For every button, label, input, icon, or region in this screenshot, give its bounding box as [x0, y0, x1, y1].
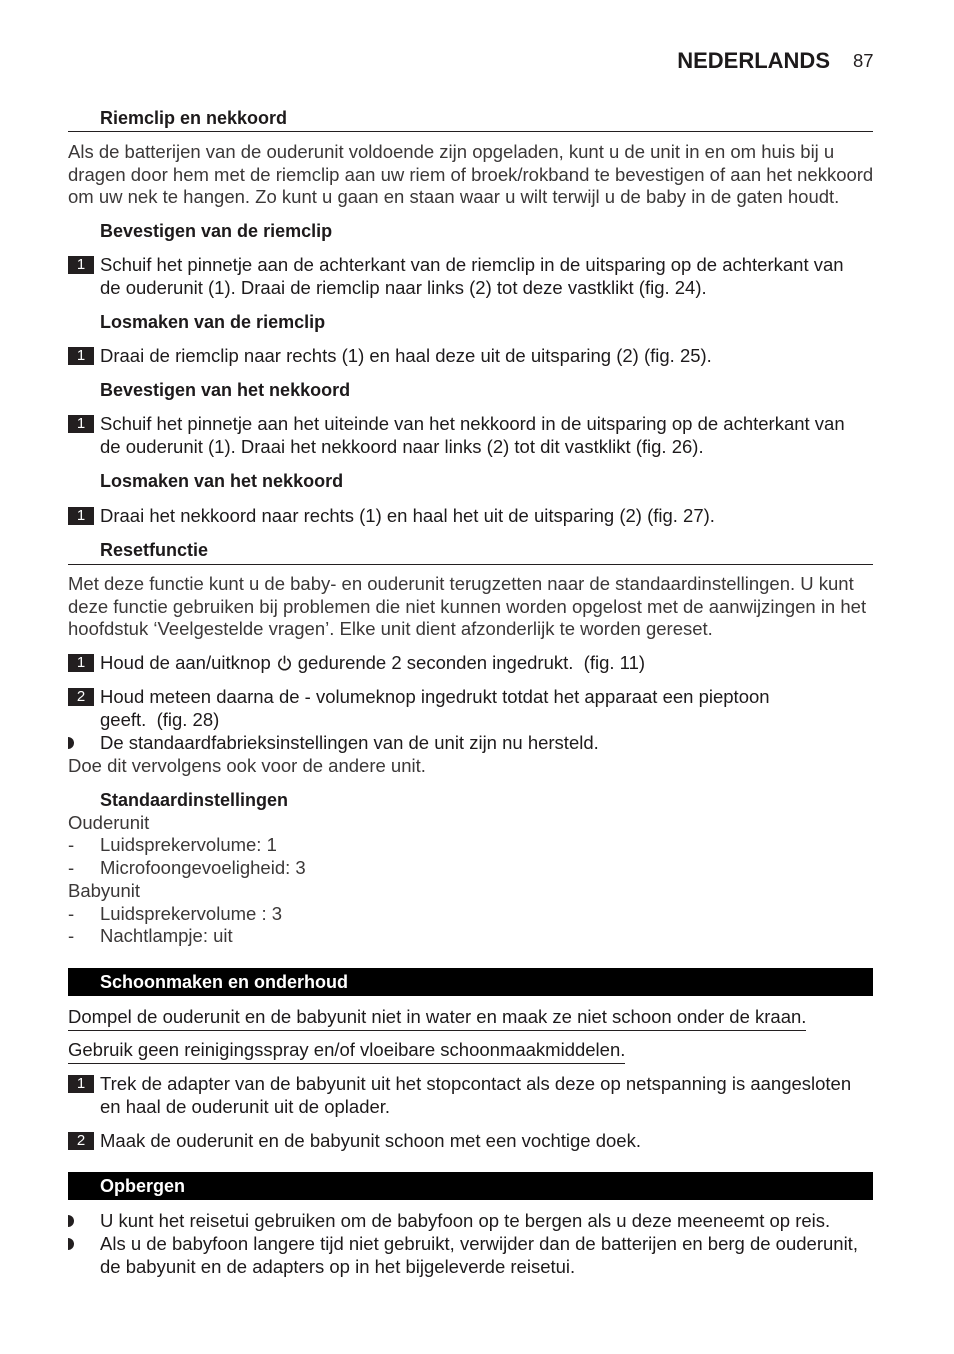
warning-text	[68, 1006, 806, 1031]
step-number-badge: 1	[68, 347, 94, 365]
paragraph-line: deze functie gebruiken bij problemen die niet kunnen worden opgelost met de aanwijzingen in het	[68, 595, 867, 617]
subsection-title: Bevestigen van de riemclip	[100, 221, 333, 241]
step-number-badge: 1	[68, 256, 94, 274]
language-label: NEDERLANDS	[677, 48, 830, 73]
step-text	[100, 505, 715, 528]
list-item: Luidsprekervolume : 3	[100, 903, 283, 924]
step-text	[100, 652, 645, 675]
step-line: Draai het nekkoord naar rechts (1) en haal het uit de uitsparing (2) (fig. 27).	[100, 505, 715, 526]
settings-group-name: Babyunit	[68, 880, 140, 901]
bullet-line: de babyunit en de adapters op in het bijgeleverde reisetui.	[100, 1255, 576, 1277]
list-item: Luidsprekervolume: 1	[100, 834, 277, 855]
half-circle-bullet-icon	[68, 1215, 74, 1227]
subsection-title: Standaardinstellingen	[100, 790, 289, 810]
step-text-before-icon: Houd de aan/uitknop	[100, 652, 271, 673]
section-banner	[68, 968, 873, 996]
step-line: en haal de ouderunit uit de oplader.	[100, 1095, 391, 1117]
step-line: Houd meteen daarna de - volumeknop ingedrukt totdat het apparaat een pieptoon	[100, 686, 770, 707]
step-text	[100, 413, 845, 458]
step-line: Draai de riemclip naar rechts (1) en haal deze uit de uitsparing (2) (fig. 25).	[100, 345, 712, 366]
step-line: Schuif het pinnetje aan het uiteinde van het nekkoord in de uitsparing op de achterkant van	[100, 413, 845, 434]
section-title: Opbergen	[100, 1176, 186, 1196]
warning-underlined: Dompel de ouderunit en de babyunit niet in water en maak ze niet schoon onder de kraan.	[68, 1006, 806, 1031]
half-circle-bullet-icon	[68, 737, 74, 749]
paragraph-line: dragen door hem met de riemclip aan uw riem of broek/rokband te bevestigen of aan het nekkoord	[68, 163, 874, 185]
step-number-badge: 2	[68, 1132, 94, 1150]
bullet-text	[100, 1210, 830, 1233]
bullet-line: Als u de babyfoon langere tijd niet gebruikt, verwijder dan de batterijen en berg de ouderunit,	[100, 1233, 858, 1254]
paragraph-line: hoofdstuk ‘Veelgestelde vragen’. Elke unit dient afzonderlijk te worden gereset.	[68, 618, 713, 639]
page-number: 87	[853, 50, 874, 71]
note-text: Doe dit vervolgens ook voor de andere unit.	[68, 755, 426, 776]
bullet-line: U kunt het reisetui gebruiken om de babyfoon op te bergen als u deze meeneemt op reis.	[100, 1210, 831, 1231]
intro-paragraph	[68, 573, 866, 641]
half-circle-bullet-icon	[68, 1238, 74, 1250]
power-icon	[277, 655, 292, 671]
subsection-title: Losmaken van het nekkoord	[100, 471, 344, 491]
paragraph-line: Als de batterijen van de ouderunit voldoende zijn opgeladen, kunt u de unit in en om huis bij u	[68, 141, 835, 162]
step-text	[100, 1130, 641, 1153]
step-text-after-icon: gedurende 2 seconden ingedrukt. (fig. 11)	[297, 652, 646, 673]
step-line: Schuif het pinnetje aan de achterkant van de riemclip in de uitsparing op de achterkant van	[100, 254, 844, 275]
step-number-badge: 1	[68, 1075, 94, 1093]
list-dash: -	[68, 925, 75, 946]
section-title: Schoonmaken en onderhoud	[100, 972, 349, 992]
subsection-title: Bevestigen van het nekkoord	[100, 380, 351, 400]
step-line: de ouderunit (1). Draai de riemclip naar links (2) tot deze vastklikt (fig. 24).	[100, 276, 707, 298]
section-title: Riemclip en nekkoord	[100, 108, 288, 128]
step-text	[100, 345, 712, 368]
step-number-badge: 1	[68, 654, 94, 672]
step-line: Maak de ouderunit en de babyunit schoon met een vochtige doek.	[100, 1130, 641, 1151]
step-line: Trek de adapter van de babyunit uit het stopcontact als deze op netspanning is aangesloten	[100, 1073, 852, 1094]
step-text	[100, 686, 770, 731]
step-number-badge: 2	[68, 688, 94, 706]
step-text	[100, 1073, 851, 1118]
list-item: Nachtlampje: uit	[100, 925, 233, 946]
subsection-title: Losmaken van de riemclip	[100, 312, 326, 332]
section-rule	[68, 131, 873, 132]
section-title: Resetfunctie	[100, 540, 209, 560]
list-item: Microfoongevoeligheid: 3	[100, 857, 306, 878]
bullet-text	[100, 1233, 858, 1278]
warning-underlined: Gebruik geen reinigingsspray en/of vloeibare schoonmaakmiddelen.	[68, 1039, 625, 1064]
step-line: de ouderunit (1). Draai het nekkoord naar links (2) tot dit vastklikt (fig. 26).	[100, 435, 704, 457]
settings-group-name: Ouderunit	[68, 812, 150, 833]
paragraph-line: om uw nek te hangen. Zo kunt u gaan en staan waar u wilt terwijl u de baby in de gaten houdt.	[68, 186, 840, 207]
paragraph-line: Met deze functie kunt u de baby- en ouderunit terugzetten naar de standaardinstellingen. U kunt	[68, 573, 854, 594]
section-rule	[68, 564, 873, 565]
result-text: De standaardfabrieksinstellingen van de unit zijn nu hersteld.	[100, 732, 599, 753]
step-text	[100, 254, 844, 299]
list-dash: -	[68, 903, 75, 924]
intro-paragraph	[68, 141, 873, 209]
step-number-badge: 1	[68, 415, 94, 433]
step-number-badge: 1	[68, 507, 94, 525]
warning-text	[68, 1039, 625, 1064]
list-dash: -	[68, 857, 75, 878]
list-dash: -	[68, 834, 75, 855]
section-banner	[68, 1172, 873, 1200]
step-line: geeft. (fig. 28)	[100, 708, 220, 730]
